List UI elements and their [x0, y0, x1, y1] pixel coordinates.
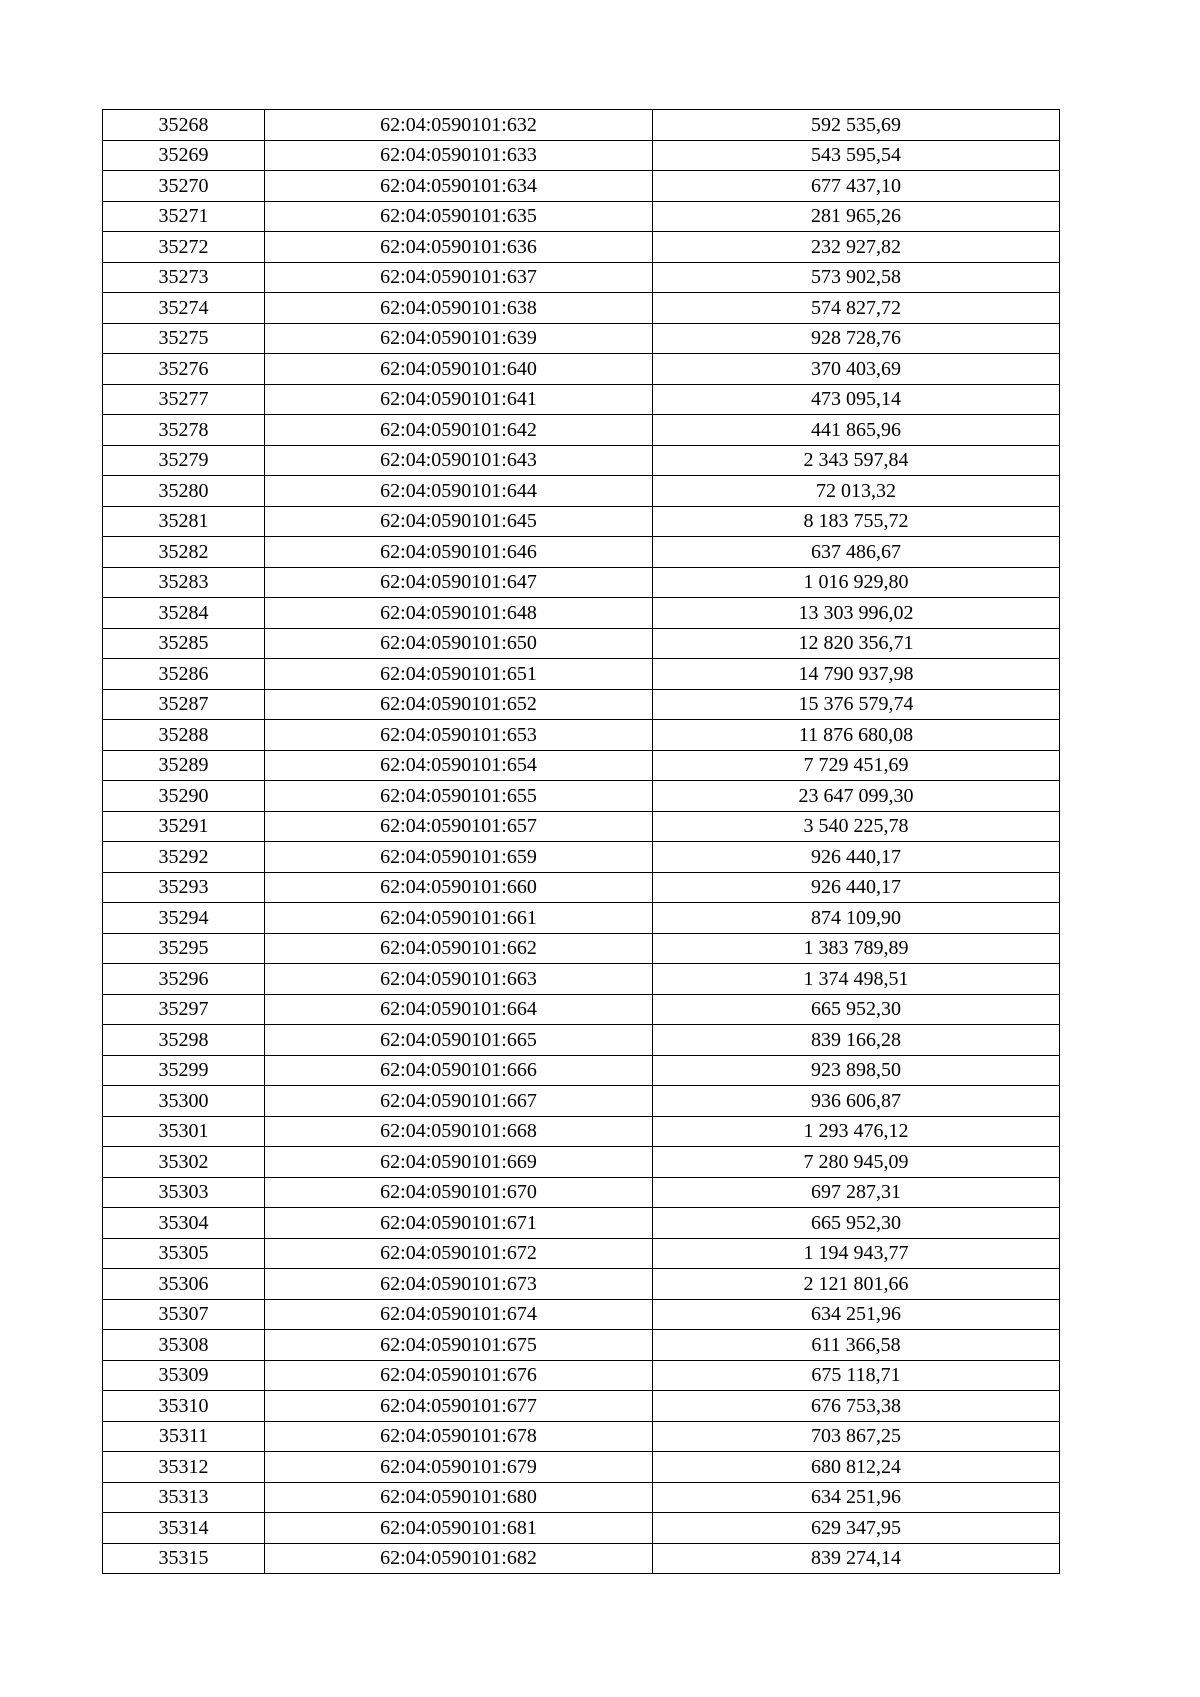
cadastral-number-cell: 62:04:0590101:660	[265, 872, 653, 903]
value-cell: 370 403,69	[653, 354, 1060, 385]
value-cell: 926 440,17	[653, 842, 1060, 873]
row-number-cell: 35277	[103, 384, 265, 415]
table-row	[103, 506, 1060, 537]
table-row	[103, 1147, 1060, 1178]
cadastral-number-cell: 62:04:0590101:643	[265, 445, 653, 476]
table-row	[103, 1513, 1060, 1544]
cadastral-number-cell: 62:04:0590101:659	[265, 842, 653, 873]
row-number-cell: 35292	[103, 842, 265, 873]
cadastral-number-cell: 62:04:0590101:666	[265, 1055, 653, 1086]
cadastral-number-cell: 62:04:0590101:670	[265, 1177, 653, 1208]
value-cell: 675 118,71	[653, 1360, 1060, 1391]
table-row	[103, 537, 1060, 568]
table-row	[103, 750, 1060, 781]
table-row	[103, 1238, 1060, 1269]
table-row	[103, 659, 1060, 690]
cadastral-number-cell: 62:04:0590101:638	[265, 293, 653, 324]
table-row	[103, 1208, 1060, 1239]
table-row	[103, 232, 1060, 263]
cadastral-number-cell: 62:04:0590101:676	[265, 1360, 653, 1391]
row-number-cell: 35290	[103, 781, 265, 812]
row-number-cell: 35308	[103, 1330, 265, 1361]
cadastral-number-cell: 62:04:0590101:632	[265, 110, 653, 141]
value-cell: 7 729 451,69	[653, 750, 1060, 781]
value-cell: 1 374 498,51	[653, 964, 1060, 995]
cadastral-number-cell: 62:04:0590101:642	[265, 415, 653, 446]
table-row	[103, 872, 1060, 903]
row-number-cell: 35272	[103, 232, 265, 263]
cadastral-number-cell: 62:04:0590101:647	[265, 567, 653, 598]
row-number-cell: 35293	[103, 872, 265, 903]
row-number-cell: 35311	[103, 1421, 265, 1452]
table-row	[103, 415, 1060, 446]
table-row	[103, 293, 1060, 324]
table-row	[103, 1482, 1060, 1513]
row-number-cell: 35284	[103, 598, 265, 629]
table-row	[103, 1452, 1060, 1483]
cadastral-number-cell: 62:04:0590101:635	[265, 201, 653, 232]
cadastral-number-cell: 62:04:0590101:675	[265, 1330, 653, 1361]
value-cell: 72 013,32	[653, 476, 1060, 507]
value-cell: 629 347,95	[653, 1513, 1060, 1544]
row-number-cell: 35268	[103, 110, 265, 141]
value-cell: 839 274,14	[653, 1543, 1060, 1574]
table-row	[103, 628, 1060, 659]
cadastral-number-cell: 62:04:0590101:664	[265, 994, 653, 1025]
table-row	[103, 1391, 1060, 1422]
table-row	[103, 598, 1060, 629]
table-row	[103, 1025, 1060, 1056]
cadastral-number-cell: 62:04:0590101:668	[265, 1116, 653, 1147]
table-row	[103, 354, 1060, 385]
value-cell: 1 383 789,89	[653, 933, 1060, 964]
cadastral-number-cell: 62:04:0590101:640	[265, 354, 653, 385]
value-cell: 441 865,96	[653, 415, 1060, 446]
value-cell: 7 280 945,09	[653, 1147, 1060, 1178]
cadastral-number-cell: 62:04:0590101:639	[265, 323, 653, 354]
cadastral-number-cell: 62:04:0590101:662	[265, 933, 653, 964]
value-cell: 8 183 755,72	[653, 506, 1060, 537]
row-number-cell: 35280	[103, 476, 265, 507]
value-cell: 11 876 680,08	[653, 720, 1060, 751]
cadastral-number-cell: 62:04:0590101:651	[265, 659, 653, 690]
cadastral-number-cell: 62:04:0590101:657	[265, 811, 653, 842]
value-cell: 473 095,14	[653, 384, 1060, 415]
table-row	[103, 1086, 1060, 1117]
value-cell: 592 535,69	[653, 110, 1060, 141]
cadastral-number-cell: 62:04:0590101:674	[265, 1299, 653, 1330]
row-number-cell: 35274	[103, 293, 265, 324]
row-number-cell: 35279	[103, 445, 265, 476]
cadastral-number-cell: 62:04:0590101:671	[265, 1208, 653, 1239]
cadastral-number-cell: 62:04:0590101:644	[265, 476, 653, 507]
row-number-cell: 35294	[103, 903, 265, 934]
cadastral-number-cell: 62:04:0590101:637	[265, 262, 653, 293]
cadastral-number-cell: 62:04:0590101:648	[265, 598, 653, 629]
table-row	[103, 171, 1060, 202]
row-number-cell: 35287	[103, 689, 265, 720]
cadastral-number-cell: 62:04:0590101:652	[265, 689, 653, 720]
cadastral-number-cell: 62:04:0590101:667	[265, 1086, 653, 1117]
row-number-cell: 35289	[103, 750, 265, 781]
value-cell: 611 366,58	[653, 1330, 1060, 1361]
row-number-cell: 35312	[103, 1452, 265, 1483]
table-row	[103, 140, 1060, 171]
row-number-cell: 35302	[103, 1147, 265, 1178]
value-cell: 926 440,17	[653, 872, 1060, 903]
table-row	[103, 110, 1060, 141]
table-row	[103, 384, 1060, 415]
value-cell: 703 867,25	[653, 1421, 1060, 1452]
row-number-cell: 35300	[103, 1086, 265, 1117]
table-row	[103, 201, 1060, 232]
value-cell: 677 437,10	[653, 171, 1060, 202]
row-number-cell: 35285	[103, 628, 265, 659]
row-number-cell: 35305	[103, 1238, 265, 1269]
cadastral-number-cell: 62:04:0590101:633	[265, 140, 653, 171]
table-row	[103, 781, 1060, 812]
row-number-cell: 35299	[103, 1055, 265, 1086]
row-number-cell: 35278	[103, 415, 265, 446]
cadastral-number-cell: 62:04:0590101:661	[265, 903, 653, 934]
cadastral-number-cell: 62:04:0590101:681	[265, 1513, 653, 1544]
table-row	[103, 933, 1060, 964]
table-row	[103, 811, 1060, 842]
table-row	[103, 262, 1060, 293]
value-cell: 1 194 943,77	[653, 1238, 1060, 1269]
cadastral-number-cell: 62:04:0590101:669	[265, 1147, 653, 1178]
value-cell: 1 293 476,12	[653, 1116, 1060, 1147]
cadastral-number-cell: 62:04:0590101:645	[265, 506, 653, 537]
table-row	[103, 994, 1060, 1025]
value-cell: 15 376 579,74	[653, 689, 1060, 720]
value-cell: 3 540 225,78	[653, 811, 1060, 842]
row-number-cell: 35281	[103, 506, 265, 537]
value-cell: 281 965,26	[653, 201, 1060, 232]
value-cell: 665 952,30	[653, 994, 1060, 1025]
row-number-cell: 35298	[103, 1025, 265, 1056]
value-cell: 936 606,87	[653, 1086, 1060, 1117]
row-number-cell: 35304	[103, 1208, 265, 1239]
cadastral-number-cell: 62:04:0590101:653	[265, 720, 653, 751]
row-number-cell: 35314	[103, 1513, 265, 1544]
cadastral-number-cell: 62:04:0590101:654	[265, 750, 653, 781]
row-number-cell: 35301	[103, 1116, 265, 1147]
value-cell: 637 486,67	[653, 537, 1060, 568]
cadastral-number-cell: 62:04:0590101:678	[265, 1421, 653, 1452]
cadastral-number-cell: 62:04:0590101:665	[265, 1025, 653, 1056]
value-cell: 676 753,38	[653, 1391, 1060, 1422]
row-number-cell: 35303	[103, 1177, 265, 1208]
row-number-cell: 35310	[103, 1391, 265, 1422]
value-cell: 928 728,76	[653, 323, 1060, 354]
table-row	[103, 1177, 1060, 1208]
row-number-cell: 35282	[103, 537, 265, 568]
table-row	[103, 1055, 1060, 1086]
table-row	[103, 1269, 1060, 1300]
value-cell: 874 109,90	[653, 903, 1060, 934]
row-number-cell: 35271	[103, 201, 265, 232]
table-row	[103, 842, 1060, 873]
cadastral-number-cell: 62:04:0590101:672	[265, 1238, 653, 1269]
value-cell: 573 902,58	[653, 262, 1060, 293]
cadastral-value-table	[102, 109, 1060, 1574]
row-number-cell: 35315	[103, 1543, 265, 1574]
row-number-cell: 35269	[103, 140, 265, 171]
value-cell: 839 166,28	[653, 1025, 1060, 1056]
row-number-cell: 35307	[103, 1299, 265, 1330]
cadastral-number-cell: 62:04:0590101:634	[265, 171, 653, 202]
value-cell: 14 790 937,98	[653, 659, 1060, 690]
cadastral-number-cell: 62:04:0590101:679	[265, 1452, 653, 1483]
cadastral-number-cell: 62:04:0590101:680	[265, 1482, 653, 1513]
row-number-cell: 35297	[103, 994, 265, 1025]
value-cell: 13 303 996,02	[653, 598, 1060, 629]
row-number-cell: 35273	[103, 262, 265, 293]
cadastral-number-cell: 62:04:0590101:682	[265, 1543, 653, 1574]
row-number-cell: 35296	[103, 964, 265, 995]
row-number-cell: 35286	[103, 659, 265, 690]
value-cell: 2 343 597,84	[653, 445, 1060, 476]
value-cell: 665 952,30	[653, 1208, 1060, 1239]
row-number-cell: 35288	[103, 720, 265, 751]
row-number-cell: 35276	[103, 354, 265, 385]
table-row	[103, 567, 1060, 598]
table-row	[103, 1299, 1060, 1330]
value-cell: 697 287,31	[653, 1177, 1060, 1208]
value-cell: 543 595,54	[653, 140, 1060, 171]
cadastral-number-cell: 62:04:0590101:646	[265, 537, 653, 568]
table-row	[103, 689, 1060, 720]
table-row	[103, 903, 1060, 934]
table-row	[103, 323, 1060, 354]
value-cell: 12 820 356,71	[653, 628, 1060, 659]
value-cell: 232 927,82	[653, 232, 1060, 263]
row-number-cell: 35270	[103, 171, 265, 202]
table-row	[103, 1330, 1060, 1361]
row-number-cell: 35306	[103, 1269, 265, 1300]
table-row	[103, 476, 1060, 507]
value-cell: 2 121 801,66	[653, 1269, 1060, 1300]
cadastral-number-cell: 62:04:0590101:655	[265, 781, 653, 812]
row-number-cell: 35283	[103, 567, 265, 598]
row-number-cell: 35313	[103, 1482, 265, 1513]
cadastral-number-cell: 62:04:0590101:677	[265, 1391, 653, 1422]
value-cell: 23 647 099,30	[653, 781, 1060, 812]
table-row	[103, 1543, 1060, 1574]
row-number-cell: 35309	[103, 1360, 265, 1391]
table-body	[103, 110, 1060, 1574]
row-number-cell: 35275	[103, 323, 265, 354]
value-cell: 574 827,72	[653, 293, 1060, 324]
cadastral-number-cell: 62:04:0590101:650	[265, 628, 653, 659]
row-number-cell: 35295	[103, 933, 265, 964]
cadastral-number-cell: 62:04:0590101:673	[265, 1269, 653, 1300]
value-cell: 1 016 929,80	[653, 567, 1060, 598]
cadastral-number-cell: 62:04:0590101:636	[265, 232, 653, 263]
value-cell: 634 251,96	[653, 1482, 1060, 1513]
value-cell: 923 898,50	[653, 1055, 1060, 1086]
table-row	[103, 1421, 1060, 1452]
row-number-cell: 35291	[103, 811, 265, 842]
table-row	[103, 964, 1060, 995]
value-cell: 680 812,24	[653, 1452, 1060, 1483]
table-row	[103, 1116, 1060, 1147]
cadastral-number-cell: 62:04:0590101:663	[265, 964, 653, 995]
table-row	[103, 445, 1060, 476]
cadastral-number-cell: 62:04:0590101:641	[265, 384, 653, 415]
table-row	[103, 720, 1060, 751]
value-cell: 634 251,96	[653, 1299, 1060, 1330]
table-row	[103, 1360, 1060, 1391]
